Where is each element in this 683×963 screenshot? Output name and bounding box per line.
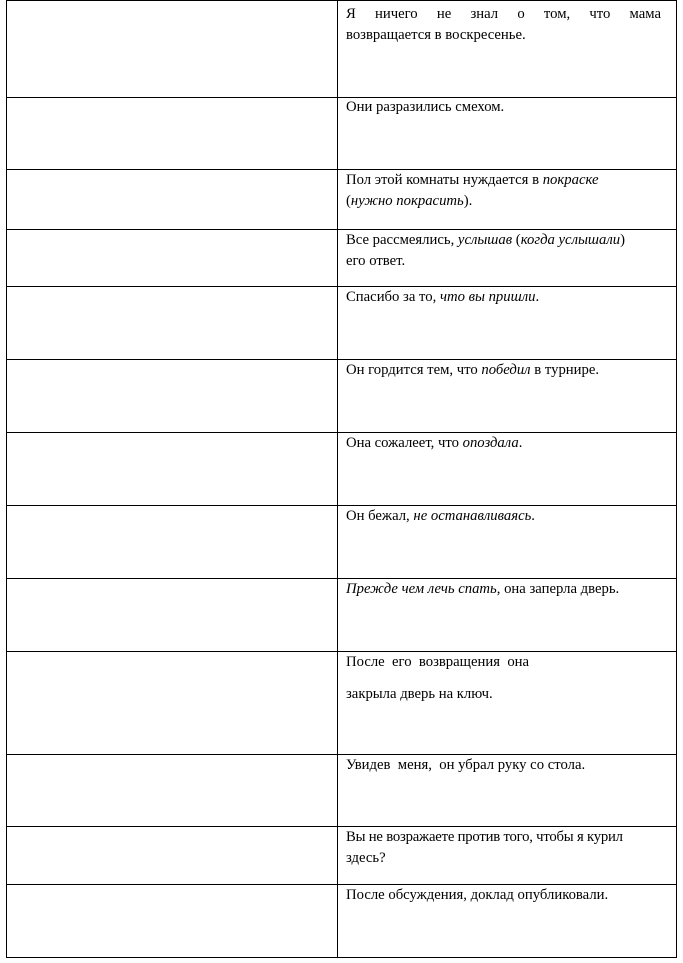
sentence-cell bbox=[338, 506, 669, 527]
sentence-cell bbox=[338, 827, 669, 869]
column-divider bbox=[676, 0, 677, 958]
sentence-cell bbox=[338, 360, 669, 381]
answer-cell[interactable] bbox=[6, 170, 337, 229]
sentence-line: Пол этой комнаты нуждается в покраске bbox=[346, 172, 599, 188]
italic-phrase: победил bbox=[481, 362, 531, 378]
sentence-cell bbox=[338, 433, 669, 454]
answer-cell[interactable] bbox=[6, 230, 337, 286]
sentence-cell bbox=[338, 579, 669, 600]
answer-cell[interactable] bbox=[6, 287, 337, 359]
answer-cell[interactable] bbox=[6, 827, 337, 884]
column-divider bbox=[337, 0, 338, 958]
sentence-line: Она сожалеет, что опоздала. bbox=[346, 435, 523, 451]
italic-phrase: услышав bbox=[457, 232, 513, 248]
sentence-line: закрыла дверь на ключ. bbox=[346, 686, 493, 702]
answer-cell[interactable] bbox=[6, 579, 337, 651]
sentence-line: (нужно покрасить). bbox=[346, 193, 473, 209]
italic-phrase: нужно покрасить bbox=[350, 193, 464, 209]
sentence-cell bbox=[338, 97, 669, 118]
sentence-cell bbox=[338, 755, 669, 776]
sentence-cell bbox=[338, 4, 669, 46]
sentence-line: возвращается в воскресенье. bbox=[346, 27, 526, 43]
italic-phrase: когда услышали bbox=[520, 232, 621, 248]
answer-cell[interactable] bbox=[6, 98, 337, 169]
sentence-cell bbox=[338, 170, 669, 212]
answer-cell[interactable] bbox=[6, 755, 337, 826]
italic-phrase: что вы пришли bbox=[439, 289, 536, 305]
sentence-cell bbox=[338, 652, 669, 705]
sentence-line: Вы не возражаете против того, чтобы я курил bbox=[346, 829, 623, 845]
sentence-line: После обсуждения, доклад опубликовали. bbox=[346, 887, 609, 903]
answer-cell[interactable] bbox=[6, 1, 337, 97]
sentence-cell bbox=[338, 885, 669, 906]
sentence-cell bbox=[338, 287, 669, 308]
sentence-line: После его возвращения она bbox=[346, 654, 530, 670]
answer-cell[interactable] bbox=[6, 433, 337, 505]
sentence-line: здесь? bbox=[346, 850, 386, 866]
italic-phrase: покраске bbox=[542, 172, 599, 188]
italic-phrase: не останавливаясь bbox=[413, 508, 532, 524]
italic-phrase: Прежде чем лечь спать bbox=[346, 581, 497, 597]
sentence-line: Увидев меня, он убрал руку со стола. bbox=[346, 757, 586, 773]
sentence-line: Он бежал, не останавливаясь. bbox=[346, 508, 535, 524]
sentence-line: Спасибо за то, что вы пришли. bbox=[346, 289, 540, 305]
italic-phrase: опоздала bbox=[462, 435, 519, 451]
sentence-line: Все рассмеялись, услышав (когда услышали) bbox=[346, 232, 626, 248]
sentence-line: Я ничего не знал о том, что мама bbox=[346, 6, 661, 22]
answer-cell[interactable] bbox=[6, 652, 337, 754]
answer-cell[interactable] bbox=[6, 506, 337, 578]
sentence-line: Прежде чем лечь спать, она заперла дверь. bbox=[346, 581, 620, 597]
sentence-line: его ответ. bbox=[346, 253, 406, 269]
sentence-line: Они разразились смехом. bbox=[346, 99, 505, 115]
answer-cell[interactable] bbox=[6, 360, 337, 432]
row-divider bbox=[6, 957, 677, 958]
sentence-line: Он гордится тем, что победил в турнире. bbox=[346, 362, 600, 378]
sentence-cell bbox=[338, 230, 669, 272]
answer-cell[interactable] bbox=[6, 885, 337, 957]
